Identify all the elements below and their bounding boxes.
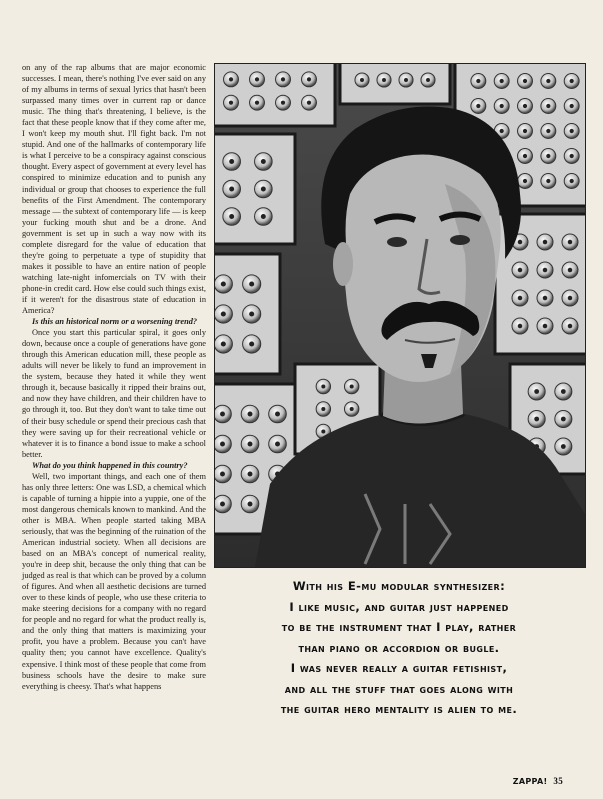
page-footer — [513, 776, 563, 786]
caption-line: With his E-mu modular synthesizer: — [292, 579, 506, 593]
caption-line: I like music, and guitar just happened — [289, 599, 509, 614]
page-number: 35 — [553, 776, 563, 786]
interview-question: What do you think happened in this country? — [32, 460, 188, 470]
caption-line: the guitar hero mentality is alien to me. — [280, 702, 518, 716]
magazine-name: ZAPPA! — [512, 777, 548, 786]
article-paragraph: on any of the rap albums that are major economic successes. I mean, there's nothing I've ever said on any of my albums in terms of sexual lyrics that hasn't been surpassed many times over in current rap or dance music. The thing that's threatening, I believe, is the fact that these people know that if they come after me, I won't keep my mouth shut. I'll fight back. I'm not stupid. And one of the hallmarks of contemporary life is what I perceive to be a conspiracy against conscious thought. Every aspect of government at every level has conspired to minimize education and to punish any individual or group that chooses to experience the full benefits of the First Amendment. The contemporary message — the subtext of contemporary life — is keep your fucking mouth shut and be a drone. And government is set up in such a way now with its complete disregard for the value of education that they're going to perpetuate a type of stupidity that makes it possible to have an entire nation of people watching late-night infomercials on TV with their phone-in credit card. How else could such things exist, if it weren't for the disastrous state of education in America? — [22, 63, 206, 316]
article-column — [22, 62, 206, 692]
photo-caption — [214, 576, 584, 720]
caption-line: I was never really a guitar fetishist, — [290, 661, 508, 675]
caption-line: to be the instrument that I play, rather — [281, 620, 517, 634]
portrait-photo — [214, 63, 586, 568]
interview-question: Is this an historical norm or a worsening trend? — [32, 317, 198, 327]
caption-line: than piano or accordion or bugle. — [298, 640, 500, 655]
caption-line: and all the stuff that goes along with — [284, 681, 514, 696]
article-paragraph: Well, two important things, and each one of them has only three letters: One was LSD, a chemical which is capable of turning a hippie into a yuppie, one of the most dangerous chemicals known to mankind. And the other is MBA. When people started taking MBA seriously, that was the beginning of the ruination of the American industrial society. When all decisions are based on an MBA's concept of numerical reality, you're in deep shit, because the only thing that can be judged as real is that which can be proved by a column of figures. And when all aesthetic decisions are turned over to these kinds of people, who use these criteria to make steering decisions for a company with no regard for people and no regard for what the product really is, and the only thing that matters is maximizing your profit, you have a problem. Because you can't have quality then; you cannot have excellence. Quality's expensive. I think most of these people that come from business schools have the desire to make sure everything is cheesy. That's what happens — [22, 471, 206, 691]
article-paragraph: Once you start this particular spiral, it goes only down, because once a couple of generations have gone through this American education mill, these people as adults will never be likely to fund an improvement in the system, because they hated it while they went through it, because basically it ripped their brains out, and now they have children, and their children have to go through it, too. But they don't want to take time out of their busy schedule or spend their precious cash that they were saving up for their recreational vehicle or whatever it is to finance a bond issue to make a school better. — [22, 328, 206, 459]
synthesizer-portrait-image — [215, 64, 585, 567]
